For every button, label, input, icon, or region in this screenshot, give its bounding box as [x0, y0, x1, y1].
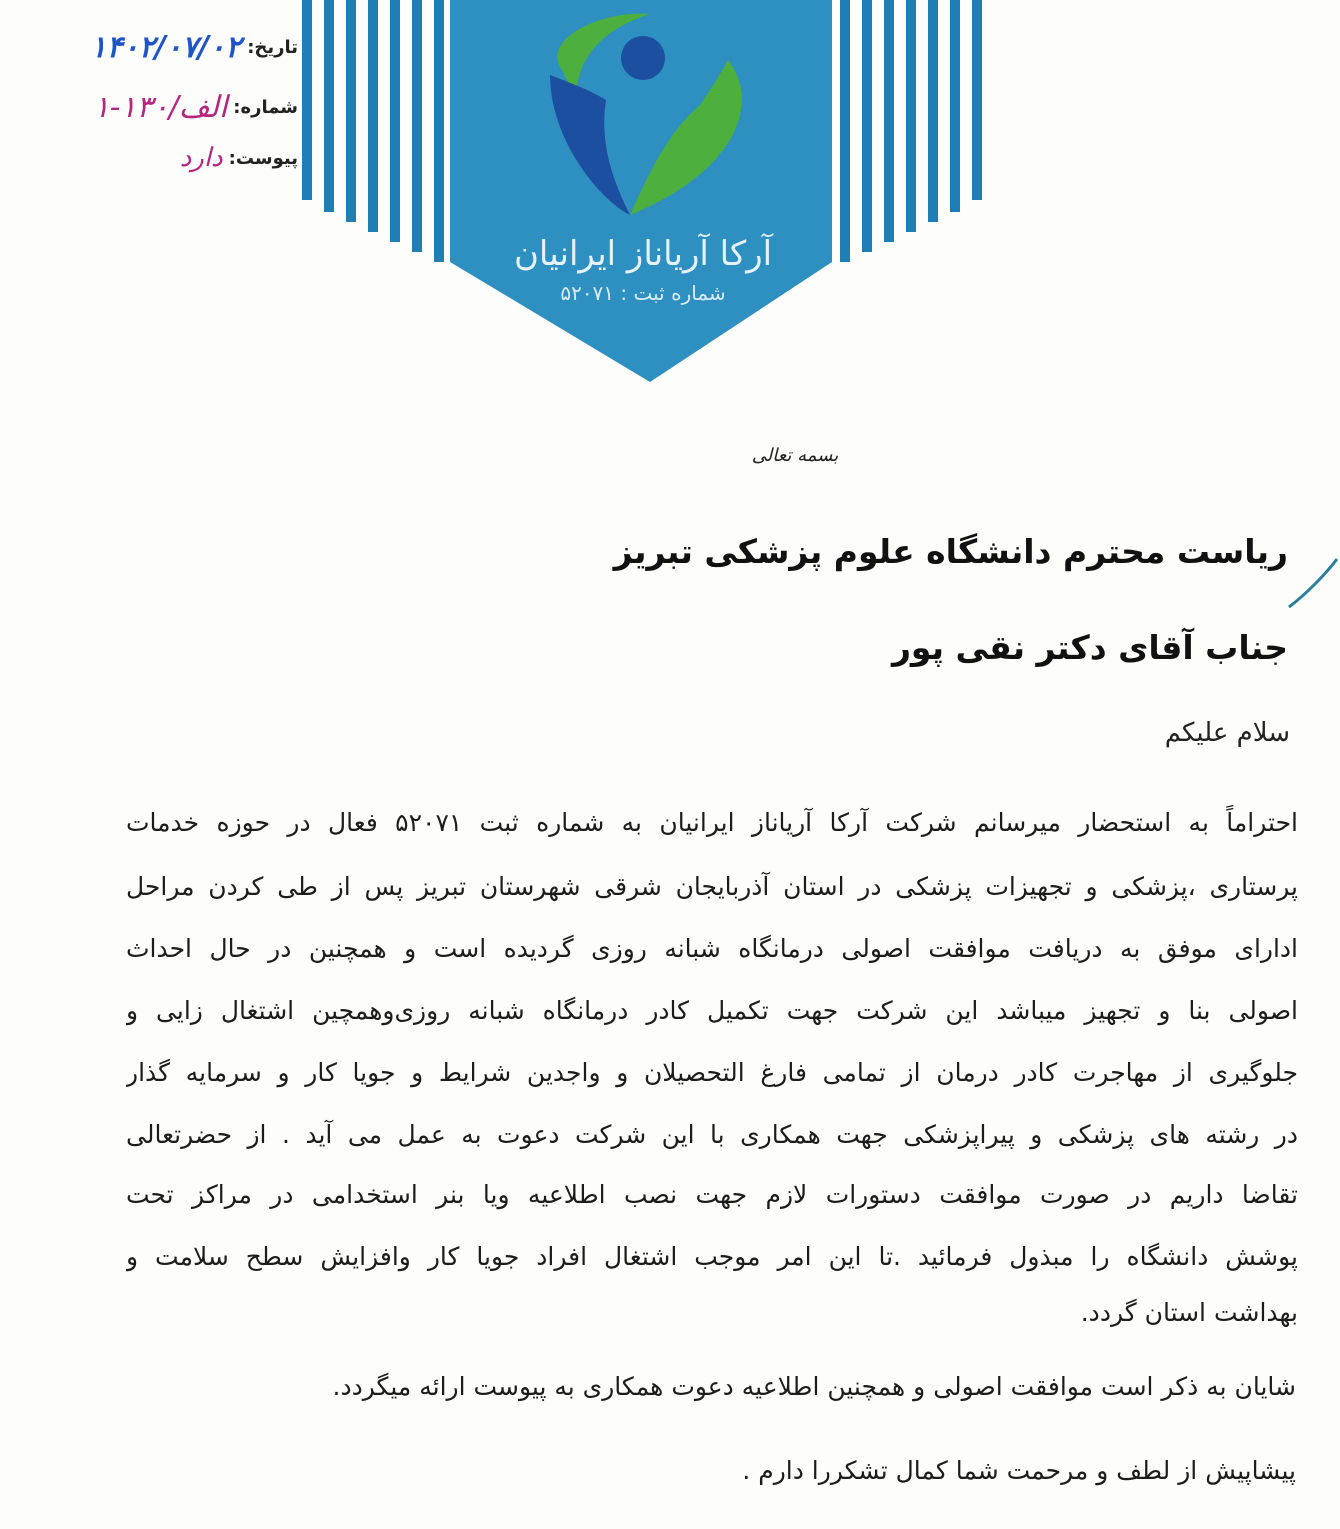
body-line: ادارای موفق به دریافت موافقت اصولی درمانگاه شبانه روزی گردیده است و همچنین در حال احداث — [126, 934, 1298, 963]
date-label: تاریخ: — [247, 36, 298, 58]
body-line: تقاضا داریم در صورت موافقت دستورات لازم جهت نصب اطلاعیه ویا بنر استخدامی در مراکز تحت — [126, 1180, 1298, 1209]
body-line: احتراماً به استحضار میرسانم شرکت آرکا آریاناز ایرانیان به شماره ثبت ۵۲۰۷۱ فعال در حوزه خدمات — [126, 808, 1298, 837]
recipient-name: جناب آقای دکتر نقی پور — [891, 628, 1288, 667]
attachment-value: دارد — [179, 143, 223, 173]
logo-registration: شماره ثبت : ۵۲۰۷۱ — [560, 281, 726, 305]
body-line: پوشش دانشگاه را مبذول فرمائید .تا این امر موجب اشتغال افراد جویا کار وافزایش سطح سلامت و — [126, 1242, 1298, 1271]
date-value: ۱۴۰۲/۰۷/۰۲ — [90, 29, 242, 65]
greeting: سلام علیکم — [1164, 718, 1290, 748]
closing-line: پیشاپیش از لطف و مرحمت شما کمال تشکررا دارم . — [742, 1456, 1296, 1485]
body-line: پرستاری ،پزشکی و تجهیزات پزشکی در استان آذربایجان شرقی شهرستان تبریز پس از طی کردن مراحل — [126, 872, 1298, 901]
attachment-note: شایان به ذکر است موافقت اصولی و همچنین اطلاعیه دعوت همکاری به پیوست ارائه میگردد. — [332, 1372, 1296, 1401]
date-row — [8, 18, 298, 76]
attachment-row — [8, 138, 298, 178]
number-row — [8, 76, 298, 138]
body-line: بهداشت استان گردد. — [1080, 1298, 1298, 1327]
right-stripes-icon — [840, 0, 982, 262]
left-stripes-icon — [302, 0, 444, 262]
company-logo — [300, 0, 990, 390]
pen-check-mark-icon — [1285, 555, 1340, 615]
body-line: جلوگیری از مهاجرت کادر درمان از تمامی فارغ التحصیلان و واجدین شرایط و جویا کار و سرمایه گذار — [126, 1058, 1298, 1087]
logo-company-name: آرکا آریاناز ایرانیان — [513, 234, 773, 274]
number-value: الف/۱۳۰-۱ — [93, 89, 228, 125]
body-line: در رشته های پزشکی و پیراپزشکی جهت همکاری با این شرکت دعوت به عمل می آید . از حضرتعالی — [126, 1120, 1298, 1149]
body-line: اصولی بنا و تجهیز میباشد این شرکت جهت تکمیل کادر درمانگاه شبانه روزی‌وهمچین اشتغال زایی و — [126, 996, 1298, 1025]
attachment-label: پیوست: — [228, 147, 298, 169]
recipient-title: ریاست محترم دانشگاه علوم پزشکی تبریز — [613, 532, 1288, 571]
letter-meta — [8, 18, 298, 178]
number-label: شماره: — [233, 96, 298, 118]
basmala: بسمه تعالی — [751, 445, 839, 466]
